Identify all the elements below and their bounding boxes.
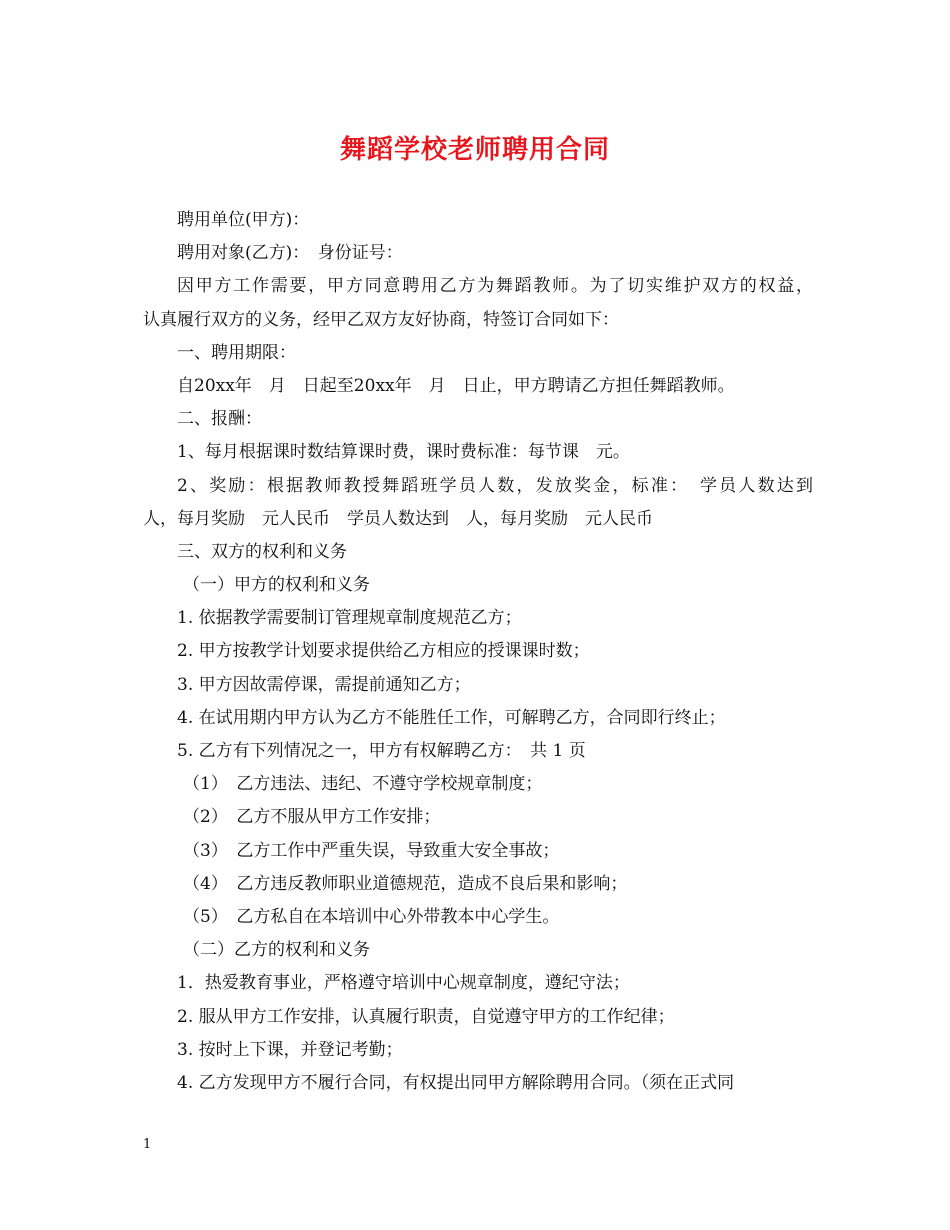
document-body bbox=[143, 204, 813, 1100]
section-heading-term: 一、聘用期限： bbox=[177, 342, 296, 363]
list-item: （3） 乙方工作中严重失误，导致重大安全事故； bbox=[183, 840, 560, 861]
text-line-party-a: 聘用单位(甲方)： bbox=[177, 210, 310, 230]
section-heading-rights: 三、双方的权利和义务 bbox=[177, 541, 347, 562]
text-line-term: 自20xx年 月 日起至20xx年 月 日止，甲方聘请乙方担任舞蹈教师。 bbox=[177, 375, 735, 396]
list-item: 4. 乙方发现甲方不履行合同，有权提出同甲方解除聘用合同。（须在正式同 bbox=[177, 1072, 735, 1093]
list-item: 1．热爱教育事业，严格遵守培训中心规章制度，遵纪守法； bbox=[177, 973, 630, 994]
list-item: 2. 服从甲方工作安排，认真履行职责，自觉遵守甲方的工作纪律； bbox=[177, 1006, 675, 1027]
subsection-heading-party-a: （一）甲方的权利和义务 bbox=[183, 575, 370, 596]
text-line-preamble-2: 认真履行双方的义务，经甲乙双方友好协商，特签订合同如下： bbox=[143, 309, 619, 330]
list-item: 3. 甲方因故需停课，需提前通知乙方； bbox=[177, 674, 471, 695]
list-item: 3. 按时上下课，并登记考勤； bbox=[177, 1039, 403, 1060]
list-item: 4. 在试用期内甲方认为乙方不能胜任工作，可解聘乙方，合同即行终止； bbox=[177, 707, 726, 728]
list-item: （2） 乙方不服从甲方工作安排； bbox=[183, 807, 441, 828]
list-item: 2. 甲方按教学计划要求提供给乙方相应的授课课时数； bbox=[177, 641, 590, 662]
text-line-pay-2: 2、奖励：根据教师教授舞蹈班学员人数，发放奖金，标准： 学员人数达到 bbox=[177, 475, 813, 496]
list-item: （5） 乙方私自在本培训中心外带教本中心学生。 bbox=[183, 906, 560, 927]
list-item: （4） 乙方违反教师职业道德规范，造成不良后果和影响； bbox=[183, 873, 628, 894]
text-line-preamble-1: 因甲方工作需要，甲方同意聘用乙方为舞蹈教师。为了切实维护双方的权益， bbox=[177, 276, 813, 297]
list-item: （1） 乙方违法、违纪、不遵守学校规章制度； bbox=[183, 774, 543, 795]
list-item: 5. 乙方有下列情况之一，甲方有权解聘乙方： 共 1 页 bbox=[177, 741, 586, 761]
document-title: 舞蹈学校老师聘用合同 bbox=[339, 135, 610, 165]
list-item: 1. 依据教学需要制订管理规章制度规范乙方； bbox=[177, 608, 522, 629]
text-line-pay-1: 1、每月根据课时数结算课时费，课时费标准：每节课 元。 bbox=[177, 442, 630, 463]
section-heading-pay: 二、报酬： bbox=[177, 409, 262, 430]
subsection-heading-party-b: （二）乙方的权利和义务 bbox=[183, 940, 370, 961]
text-line-party-b: 聘用对象(乙方)： 身份证号： bbox=[177, 243, 403, 264]
page-number: 1 bbox=[143, 1137, 152, 1152]
text-line-pay-2-cont: 人，每月奖励 元人民币 学员人数达到 人，每月奖励 元人民币 bbox=[143, 508, 653, 529]
